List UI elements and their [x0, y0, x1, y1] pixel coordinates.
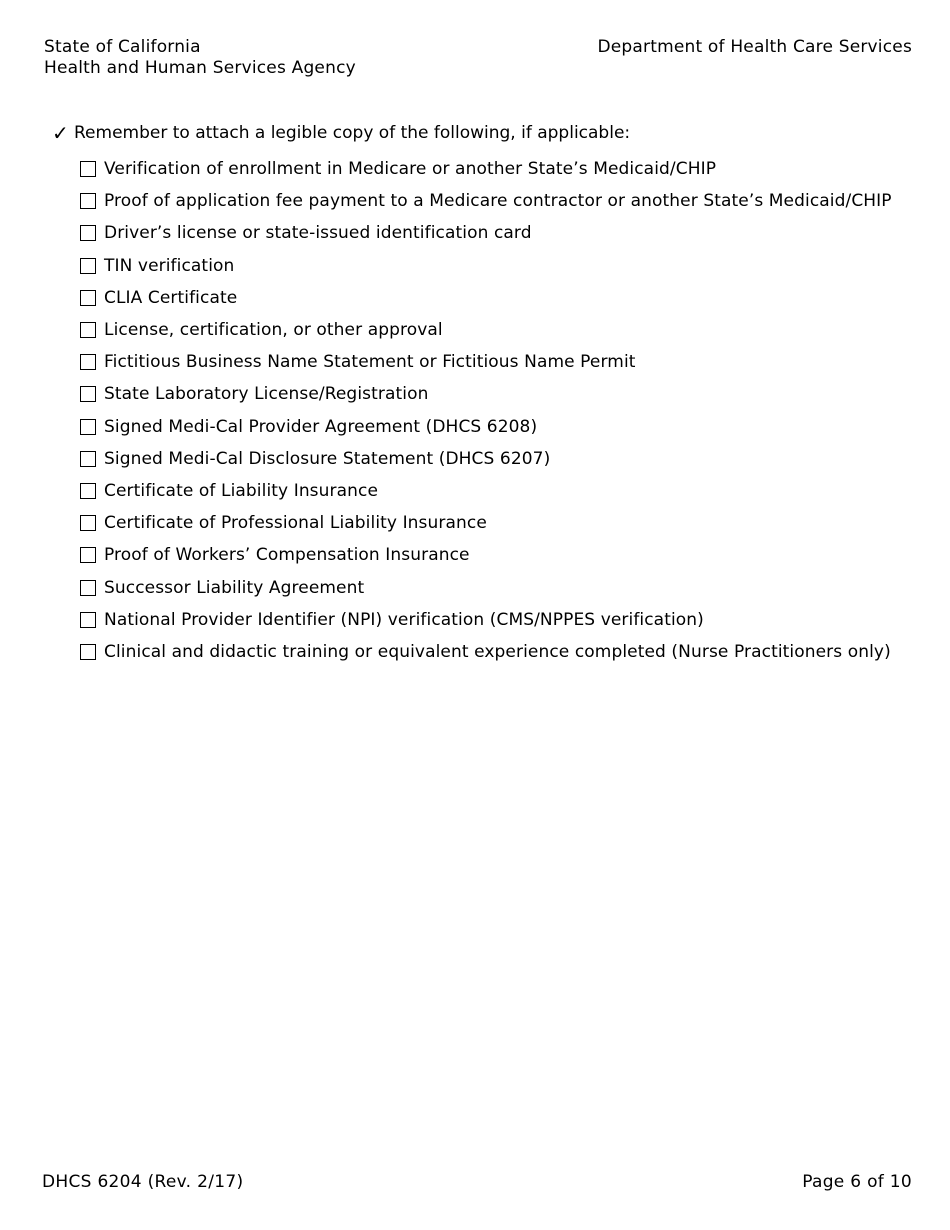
agency-name: Health and Human Services Agency: [44, 58, 356, 78]
checkbox[interactable]: [80, 386, 96, 402]
checkbox[interactable]: [80, 612, 96, 628]
checklist-item: [80, 604, 892, 636]
state-name: State of California: [44, 37, 201, 57]
checklist-item-label: Driver’s license or state-issued identification card: [104, 223, 532, 244]
checkbox[interactable]: [80, 322, 96, 338]
checkbox[interactable]: [80, 644, 96, 660]
checklist-item: [80, 153, 892, 185]
checklist-item: [80, 314, 892, 346]
checkbox[interactable]: [80, 580, 96, 596]
checkbox[interactable]: [80, 225, 96, 241]
checklist-item-label: Proof of Workers’ Compensation Insurance: [104, 545, 470, 566]
checkbox[interactable]: [80, 419, 96, 435]
page-number: Page 6 of 10: [802, 1172, 912, 1192]
checklist-item-label: Certificate of Professional Liability Insurance: [104, 513, 487, 534]
checklist-item: [80, 443, 892, 475]
checklist-item-label: Signed Medi-Cal Disclosure Statement (DHCS 6207): [104, 448, 551, 469]
checklist-item-label: CLIA Certificate: [104, 287, 238, 308]
checklist-item-label: State Laboratory License/Registration: [104, 384, 429, 405]
checklist-item: [80, 411, 892, 443]
checklist-item: [80, 250, 892, 282]
checklist-item-label: Successor Liability Agreement: [104, 577, 365, 598]
checklist-item: [80, 185, 892, 217]
checklist-item-label: Fictitious Business Name Statement or Fictitious Name Permit: [104, 352, 636, 373]
checklist-item: [80, 346, 892, 378]
checkbox[interactable]: [80, 258, 96, 274]
checklist-item-label: License, certification, or other approval: [104, 320, 443, 341]
checklist-item-label: National Provider Identifier (NPI) verification (CMS/NPPES verification): [104, 609, 704, 630]
checkbox[interactable]: [80, 161, 96, 177]
header-left: [44, 37, 356, 79]
checklist-item: [80, 636, 892, 668]
reminder-line: [52, 122, 630, 144]
department-name: Department of Health Care Services: [597, 37, 912, 57]
checklist-item-label: Certificate of Liability Insurance: [104, 480, 379, 501]
checkbox[interactable]: [80, 193, 96, 209]
checkbox[interactable]: [80, 515, 96, 531]
checklist-item-label: Clinical and didactic training or equivalent experience completed (Nurse Practitioners only): [104, 641, 891, 662]
checklist-item-label: Signed Medi-Cal Provider Agreement (DHCS 6208): [104, 416, 538, 437]
checklist-item-label: TIN verification: [104, 255, 235, 276]
checklist-item-label: Proof of application fee payment to a Medicare contractor or another State’s Medicaid/CHIP: [104, 191, 892, 212]
attachment-checklist: [80, 153, 892, 668]
checklist-item: [80, 217, 892, 249]
checklist-item-label: Verification of enrollment in Medicare or another State’s Medicaid/CHIP: [104, 159, 717, 180]
checklist-item: [80, 475, 892, 507]
checkbox[interactable]: [80, 547, 96, 563]
checkbox[interactable]: [80, 290, 96, 306]
checklist-item: [80, 507, 892, 539]
checkbox[interactable]: [80, 451, 96, 467]
checklist-item: [80, 539, 892, 571]
form-id: DHCS 6204 (Rev. 2/17): [42, 1172, 244, 1192]
reminder-text: Remember to attach a legible copy of the following, if applicable:: [74, 123, 631, 143]
checklist-item: [80, 282, 892, 314]
checklist-item: [80, 378, 892, 410]
checkbox[interactable]: [80, 483, 96, 499]
checkmark-icon: ✓: [52, 121, 69, 145]
checklist-item: [80, 571, 892, 603]
checkbox[interactable]: [80, 354, 96, 370]
